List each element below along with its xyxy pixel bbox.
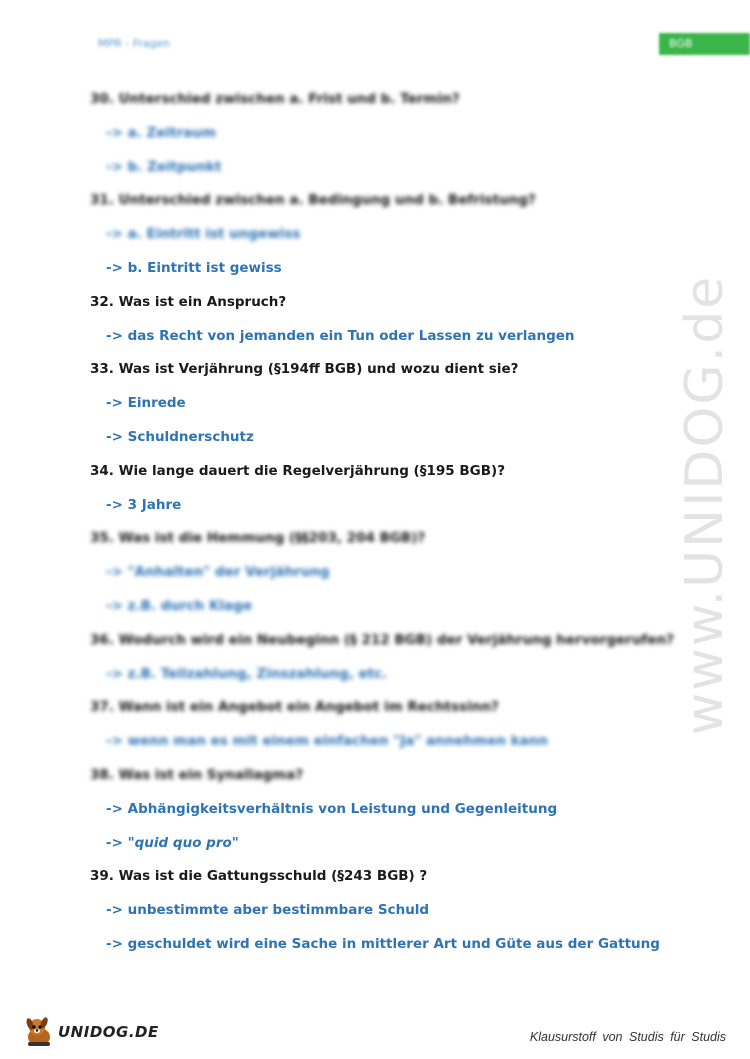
answer: -> z.B. Teilzahlung, Zinszahlung, etc.	[106, 665, 388, 682]
question: 33. Was ist Verjährung (§194ff BGB) und wozu dient sie?	[90, 361, 519, 378]
watermark: www.UNIDOG.de	[675, 274, 735, 736]
question: 31. Unterschied zwischen a. Bedingung und b. Befristung?	[90, 192, 536, 209]
answer: -> geschuldet wird eine Sache in mittlerer Art und Güte aus der Gattung	[106, 936, 660, 952]
answer: -> "Anhalten" der Verjährung	[106, 564, 330, 581]
answer: -> Schuldnerschutz	[106, 429, 254, 445]
answer: -> das Recht von jemanden ein Tun oder Lassen zu verlangen	[106, 327, 575, 344]
answer: -> b. Zeitpunkt	[106, 158, 222, 175]
answer: -> Einrede	[106, 395, 186, 412]
answer: -> 3 Jahre	[106, 496, 182, 513]
answer: -> a. Zeitraum	[106, 124, 217, 141]
question: 38. Was ist ein Synallagma?	[90, 767, 304, 783]
question: 39. Was ist die Gattungsschuld (§243 BGB) ?	[90, 868, 428, 885]
question: 37. Wann ist ein Angebot ein Angebot im Rechtssinn?	[90, 699, 499, 716]
answer: -> wenn man es mit einem einfachen "Ja" annehmen kann	[106, 733, 549, 750]
footer-tagline: Klausurstoff von Studis für Studis	[529, 1030, 726, 1044]
answer: -> Abhängigkeitsverhältnis von Leistung und Gegenleitung	[106, 800, 558, 817]
dog-icon	[22, 1015, 56, 1049]
header-badge: BGB	[659, 33, 750, 55]
answer: -> unbestimmte aber bestimmbare Schuld	[106, 902, 430, 919]
question: 36. Wodurch wird ein Neubeginn (§ 212 BGB) der Verjährung hervorgerufen?	[90, 631, 674, 648]
footer-logo	[22, 1014, 159, 1050]
question: 34. Wie lange dauert die Regelverjährung (§195 BGB)?	[90, 462, 506, 479]
header-title: MPR - Fragen	[98, 37, 171, 50]
question: 30. Unterschied zwischen a. Frist und b. Termin?	[90, 91, 460, 107]
logo-text: UNIDOG.DE	[58, 1023, 159, 1041]
answer: -> "quid quo pro"	[106, 834, 239, 851]
answer: -> z.B. durch Klage	[106, 598, 252, 614]
answer: -> b. Eintritt ist gewiss	[106, 260, 282, 276]
question: 32. Was ist ein Anspruch?	[90, 293, 287, 310]
question: 35. Was ist die Hemmung (§§203, 204 BGB)?	[90, 530, 426, 547]
answer: -> a. Eintritt ist ungewiss	[106, 226, 301, 243]
